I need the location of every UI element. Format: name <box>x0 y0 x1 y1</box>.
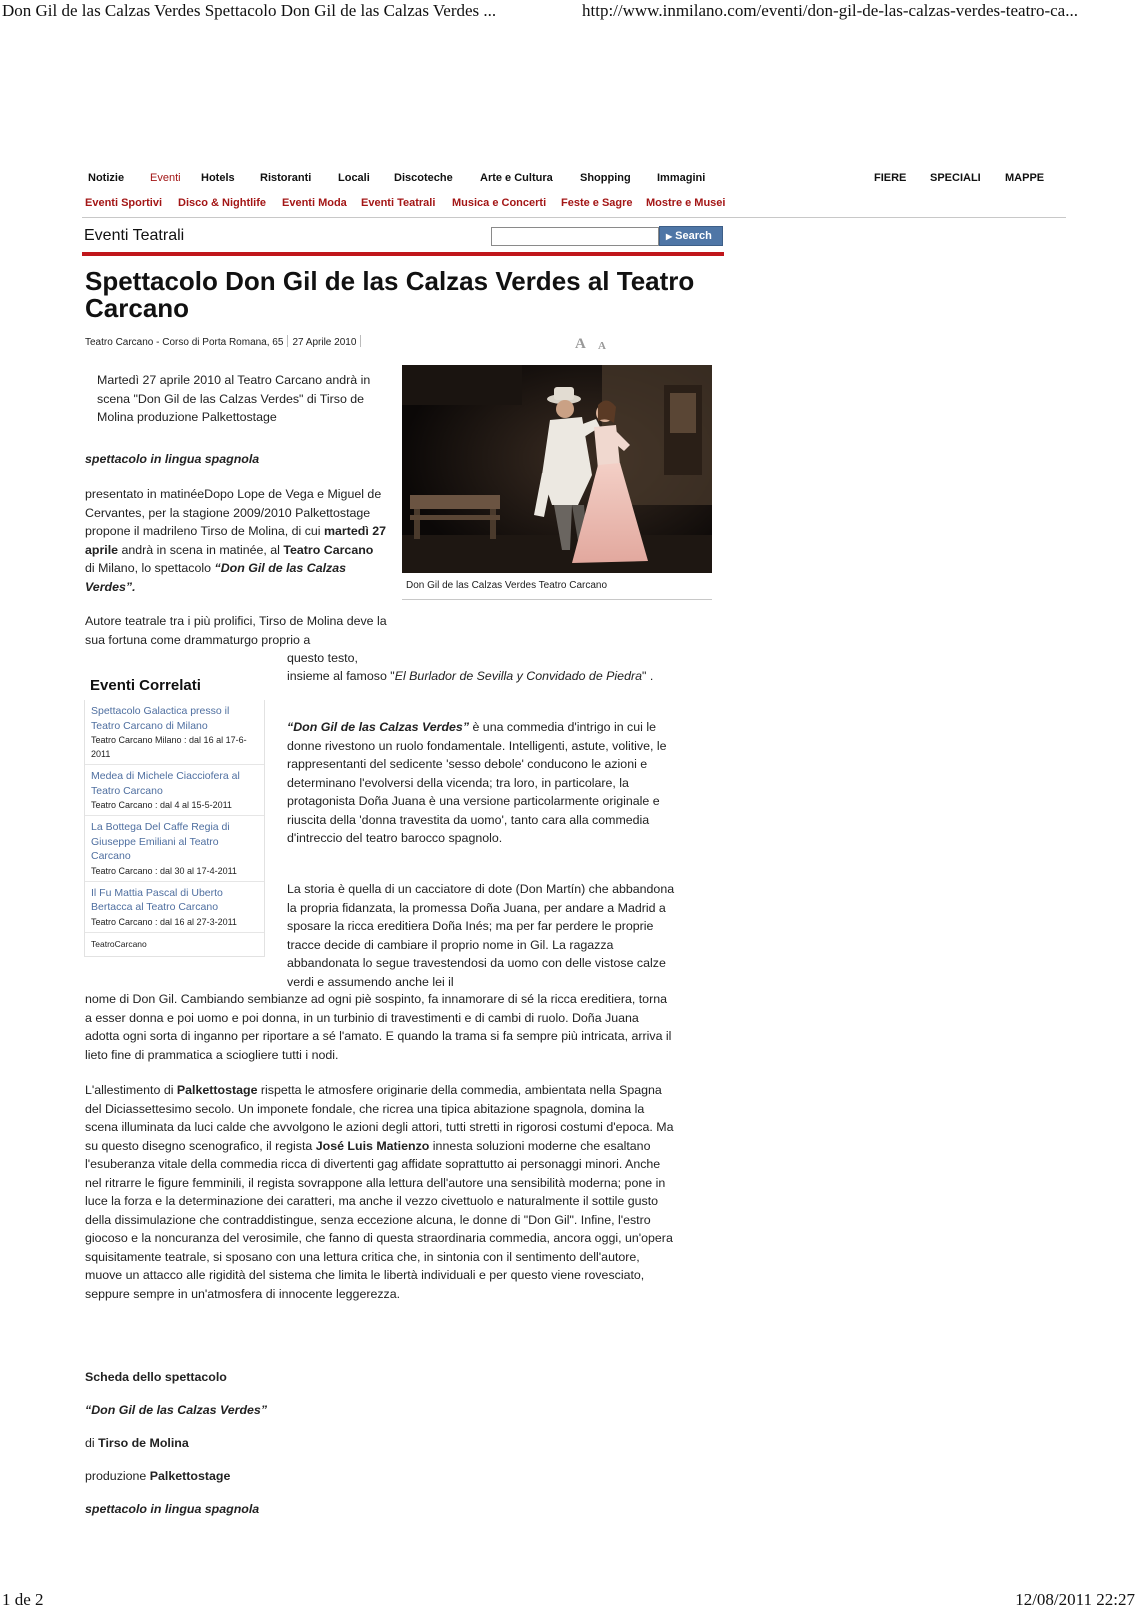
nav-item-hotels[interactable]: Hotels <box>201 172 235 184</box>
print-header <box>0 0 1141 24</box>
subnav-item-feste-e-sagre[interactable]: Feste e Sagre <box>561 197 633 209</box>
author-name: Tirso de Molina <box>98 1436 189 1450</box>
article-paragraph-2c <box>287 667 662 686</box>
scheda-author <box>85 1434 189 1453</box>
article-paragraph-4b: nome di Don Gil. Cambiando sembianze ad ogni piè sospinto, fa innamorare di sé la ricca ereditiera, torna a esser donna e poi uomo e poi donna, in un turbinio di travestimenti e di cambi di ruolo. Doña Juana adotta ogni sorta di inganno per riportare a sé l'amato. E quando la trama si fa sempre più intricata, arriva il lieto fine di prammatica a sciogliere tutti i nodi. <box>85 992 672 1062</box>
article-paragraph-4a: La storia è quella di un cacciatore di dote (Don Martín) che abbandona la propria fidanzata, la promessa Doña Juana, per andare a Madrid a sposare la ricca ereditiera Doña Inés; ma per far perdere le proprie tracce decide di cambiare il proprio nome in Gil. La ragazza abbandonata lo segue travestendosi da uomo con delle vistose calze verdi e assumendo anche lei il <box>287 882 675 989</box>
nav-item-immagini[interactable]: Immagini <box>657 172 706 184</box>
paragraph-text: insieme al famoso " <box>287 669 395 683</box>
related-events <box>84 677 265 957</box>
search-input[interactable] <box>491 227 659 246</box>
print-page-title: Don Gil de las Calzas Verdes Spettacolo Don Gil de las Calzas Verdes ... <box>2 1 497 20</box>
company-emphasis: Palkettostage <box>176 1083 258 1097</box>
related-event-item[interactable] <box>85 765 264 816</box>
article-headline: Spettacolo Don Gil de las Calzas Verdes al Teatro Carcano <box>85 266 695 323</box>
nav-item-discoteche[interactable]: Discoteche <box>394 172 453 184</box>
subnav-item-eventi-sportivi[interactable]: Eventi Sportivi <box>85 197 163 209</box>
nav-item-ristoranti[interactable]: Ristoranti <box>260 172 312 184</box>
paragraph-text: rispetta le atmosfere originarie della commedia, ambientata nella Spagna del Diciassettesimo secolo. Un imponete fondale, che ricrea una tipica abitazione spagnola, domina la scena illuminata da luci calde che avvolgono le azioni degli attori, tutti stretti in rigorosi costumi d'epoca. Ma su questo disegno scenografico, il regista <box>85 1083 674 1153</box>
article-paragraph-2a: Autore teatrale tra i più prolifici, Tirso de Molina deve la sua fortuna come drammaturgo proprio a <box>85 614 387 647</box>
related-events-title: Eventi Correlati <box>90 677 201 694</box>
article-meta <box>85 335 365 348</box>
paragraph-text: di Milano, lo spettacolo <box>85 561 215 575</box>
sub-nav <box>0 197 1141 213</box>
scheda-show-title: “Don Gil de las Calzas Verdes” <box>85 1403 268 1417</box>
article-intro: Martedì 27 aprile 2010 al Teatro Carcano andrà in scena "Don Gil de las Calzas Verdes" di Tirso de Molina produzione Palkettostage <box>97 373 371 424</box>
related-event-link[interactable]: Il Fu Mattia Pascal di Uberto Bertacca al Teatro Carcano <box>91 886 223 913</box>
language-note: spettacolo in lingua spagnola <box>85 452 260 466</box>
subnav-item-musica-e-concerti[interactable]: Musica e Concerti <box>452 197 547 209</box>
play-arrow-icon: ▶ <box>666 232 673 241</box>
stage-photo <box>402 365 712 573</box>
related-event-item[interactable] <box>85 882 264 933</box>
subnav-item-eventi-moda[interactable]: Eventi Moda <box>282 197 347 209</box>
article-paragraph-1 <box>85 485 386 596</box>
main-nav <box>0 172 1141 188</box>
article-photo-figure <box>402 365 712 600</box>
section-title: Eventi Teatrali <box>84 227 185 244</box>
production-prefix: produzione <box>85 1469 150 1483</box>
subnav-item-mostre-e-musei[interactable]: Mostre e Musei <box>646 197 726 209</box>
subnav-item-eventi-teatrali[interactable]: Eventi Teatrali <box>361 197 436 209</box>
nav-divider <box>82 217 1066 218</box>
font-size-decrease-icon[interactable]: A <box>598 340 606 352</box>
scheda-title: Scheda dello spettacolo <box>85 1370 227 1384</box>
article-date: 27 Aprile 2010 <box>292 337 357 348</box>
date-emphasis: martedì 27 aprile <box>85 524 386 557</box>
related-events-tag[interactable]: TeatroCarcano <box>91 938 147 949</box>
search-button-label: Search <box>675 230 712 242</box>
related-event-meta: Teatro Carcano : dal 16 al 27-3-2011 <box>91 916 237 927</box>
paragraph-text: L'allestimento di <box>85 1083 177 1097</box>
paragraph-text: innesta soluzioni moderne che esaltano l'esuberanza vitale della commedia ricca di divertenti gag affidate soprattutto ai personaggi minori. Anche nel ritrarre le figure femminili, il regista sovrappone alla lettura dell'autore una sensibilità moderna; pone in luce la forza e la determinazione dei caratteri, ma anche il vezzo civettuolo e naturalmente il sottile gusto della dissimulazione che contraddistingue, senza eccezione alcuna, le donne di "Don Gil". Infine, l'estro giocoso e la noncuranza del verosimile, che fanno di questa straordinaria commedia, ancora oggi, un'opera squisitamente teatrale, si sposano con una lettura critica che, in sintonia con il sentimento dell'autore, muove un attacco alle rigidità del sistema che limita le libertà individuali e per questo viene rovesciato, seppure sempre in un'atmosfera di innocente leggerezza. <box>85 1138 673 1301</box>
article-paragraph-2b: questo testo, <box>287 651 358 665</box>
related-event-link[interactable]: Spettacolo Galactica presso il Teatro Carcano di Milano <box>91 705 230 732</box>
article-paragraph-3 <box>287 718 669 848</box>
paragraph-text: andrà in scena in matinée, al <box>118 542 284 557</box>
print-page-url: http://www.inmilano.com/eventi/don-gil-de-las-calzas-verdes-teatro-ca... <box>582 1 1078 20</box>
nav-item-shopping[interactable]: Shopping <box>580 172 631 184</box>
print-footer <box>0 1590 1141 1614</box>
related-event-link[interactable]: La Bottega Del Caffe Regia di Giuseppe Emiliani al Teatro Carcano <box>91 821 230 862</box>
production-name: Palkettostage <box>149 1469 231 1483</box>
nav-item-notizie[interactable]: Notizie <box>88 172 125 184</box>
related-event-meta: Teatro Carcano Milano : dal 16 al 17-6-2011 <box>91 735 247 759</box>
paragraph-text: è una commedia d'intrigo in cui le donne rivestono un ruolo fondamentale. Intelligenti, astute, volitive, le rappresentanti del sedicente 'sesso debole' conducono le azioni e determinano l'evolversi della vicenda; tra loro, in particolare, la protagonista Doña Juana è una versione particolarmente originale e riuscita della 'donna travestita da uomo', tanto cara alla commedia d'intreccio del teatro barocco spagnolo. <box>287 720 667 845</box>
author-prefix: di <box>85 1436 99 1450</box>
meta-separator <box>287 335 288 347</box>
section-divider <box>82 252 724 256</box>
meta-separator <box>360 335 361 347</box>
related-event-item[interactable] <box>85 700 264 765</box>
related-events-list <box>84 700 265 957</box>
subnav-item-disco-nightlife[interactable]: Disco & Nightlife <box>178 197 267 209</box>
related-event-link[interactable]: Medea di Michele Ciacciofera al Teatro Carcano <box>91 770 240 797</box>
print-datetime: 12/08/2011 22:27 <box>1015 1590 1135 1609</box>
work-title-italic: El Burlador de Sevilla y Convidado de Piedra <box>394 669 642 683</box>
article-paragraph-5 <box>85 1081 675 1303</box>
nav-item-speciali[interactable]: SPECIALI <box>930 172 981 184</box>
show-title-emphasis: “Don Gil de las Calzas Verdes” <box>287 720 470 734</box>
nav-item-locali[interactable]: Locali <box>338 172 370 184</box>
font-size-increase-icon[interactable]: A <box>575 336 586 352</box>
print-page-number: 1 de 2 <box>2 1590 44 1609</box>
scheda-production <box>85 1467 230 1486</box>
paragraph-text: presentato in matinéeDopo Lope de Vega e Miguel de Cervantes, per la stagione 2009/2010 Palkettostage propone il madrileno Tirso de Molina, di cui <box>85 487 382 538</box>
related-event-item[interactable] <box>85 816 264 882</box>
scheda-language-note: spettacolo in lingua spagnola <box>85 1502 260 1516</box>
article-venue: Teatro Carcano - Corso di Porta Romana, 65 <box>85 337 284 348</box>
show-title-emphasis: “Don Gil de las Calzas Verdes”. <box>85 561 347 594</box>
venue-emphasis: Teatro Carcano <box>283 542 374 557</box>
related-event-meta: Teatro Carcano : dal 4 al 15-5-2011 <box>91 800 232 810</box>
nav-item-arte-e-cultura[interactable]: Arte e Cultura <box>480 172 553 184</box>
nav-item-fiere[interactable]: FIERE <box>874 172 907 184</box>
director-emphasis: José Luis Matienzo <box>315 1138 430 1153</box>
related-event-meta: Teatro Carcano : dal 30 al 17-4-2011 <box>91 865 237 876</box>
nav-item-mappe[interactable]: MAPPE <box>1005 172 1045 184</box>
paragraph-text: " . <box>641 669 654 683</box>
photo-caption: Don Gil de las Calzas Verdes Teatro Carcano <box>406 580 608 591</box>
nav-item-eventi[interactable]: Eventi <box>150 172 181 184</box>
search-button[interactable] <box>659 226 723 246</box>
